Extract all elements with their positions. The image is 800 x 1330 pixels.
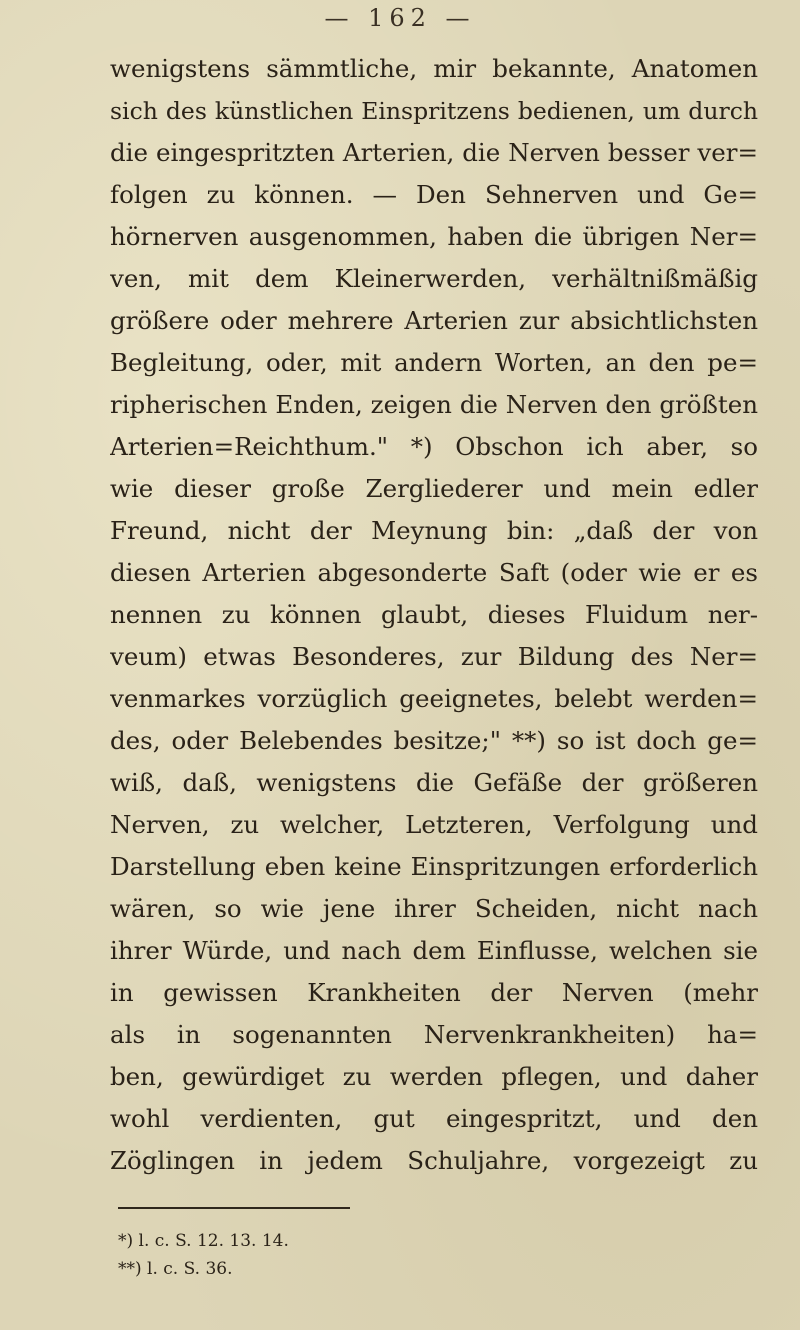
text-line: diesen Arterien abgesonderte Saft (oder wie er es	[110, 558, 758, 587]
text-line: ven, mit dem Kleinerwerden, verhältnißmäßig	[110, 264, 758, 293]
text-line: ben, gewürdiget zu werden pflegen, und daher	[110, 1062, 758, 1091]
text-line: veum) etwas Besonderes, zur Bildung des Ner=	[110, 642, 758, 671]
text-line: wären, so wie jene ihrer Scheiden, nicht nach	[110, 894, 758, 923]
text-line: Zöglingen in jedem Schuljahre, vorgezeigt zu	[110, 1146, 758, 1175]
page-number: — 162 —	[324, 4, 476, 32]
footnote-divider	[118, 1207, 350, 1209]
body-text	[110, 48, 758, 1182]
text-line: wohl verdienten, gut eingespritzt, und den	[110, 1104, 758, 1133]
text-line: wiß, daß, wenigstens die Gefäße der größeren	[110, 768, 758, 797]
text-line: wie dieser große Zergliederer und mein edler	[110, 474, 758, 503]
text-line: sich des künstlichen Einspritzens bedienen, um durch	[110, 97, 758, 125]
text-line: Begleitung, oder, mit andern Worten, an den pe=	[110, 348, 758, 377]
text-line: Nerven, zu welcher, Letzteren, Verfolgung und	[110, 810, 758, 839]
text-line: folgen zu können. — Den Sehnerven und Ge=	[110, 180, 758, 209]
text-line: ripherischen Enden, zeigen die Nerven den größten	[110, 390, 758, 419]
footnotes	[118, 1227, 518, 1283]
text-line: als in sogenannten Nervenkrankheiten) ha=	[110, 1020, 758, 1049]
text-line: Freund, nicht der Meynung bin: „daß der von	[110, 516, 758, 545]
text-line: nennen zu können glaubt, dieses Fluidum ner-	[110, 600, 758, 629]
text-line: Darstellung eben keine Einspritzungen erforderlich	[110, 852, 758, 881]
text-line: Arterien=Reichthum." *) Obschon ich aber, so	[110, 432, 758, 461]
text-line: venmarkes vorzüglich geeignetes, belebt werden=	[110, 684, 758, 713]
text-line: in gewissen Krankheiten der Nerven (mehr	[110, 978, 758, 1007]
text-line: größere oder mehrere Arterien zur absichtlichsten	[110, 306, 758, 335]
text-line: des, oder Belebendes besitze;" **) so ist doch ge=	[110, 726, 758, 755]
text-line: ihrer Würde, und nach dem Einflusse, welchen sie	[110, 936, 758, 965]
text-line: die eingespritzten Arterien, die Nerven besser ver=	[110, 138, 758, 167]
footnote: *) l. c. S. 12. 13. 14.	[118, 1231, 289, 1251]
text-line: hörnerven ausgenommen, haben die übrigen Ner=	[110, 222, 758, 251]
footnote: **) l. c. S. 36.	[118, 1259, 233, 1279]
text-line: wenigstens sämmtliche, mir bekannte, Anatomen	[110, 54, 758, 83]
